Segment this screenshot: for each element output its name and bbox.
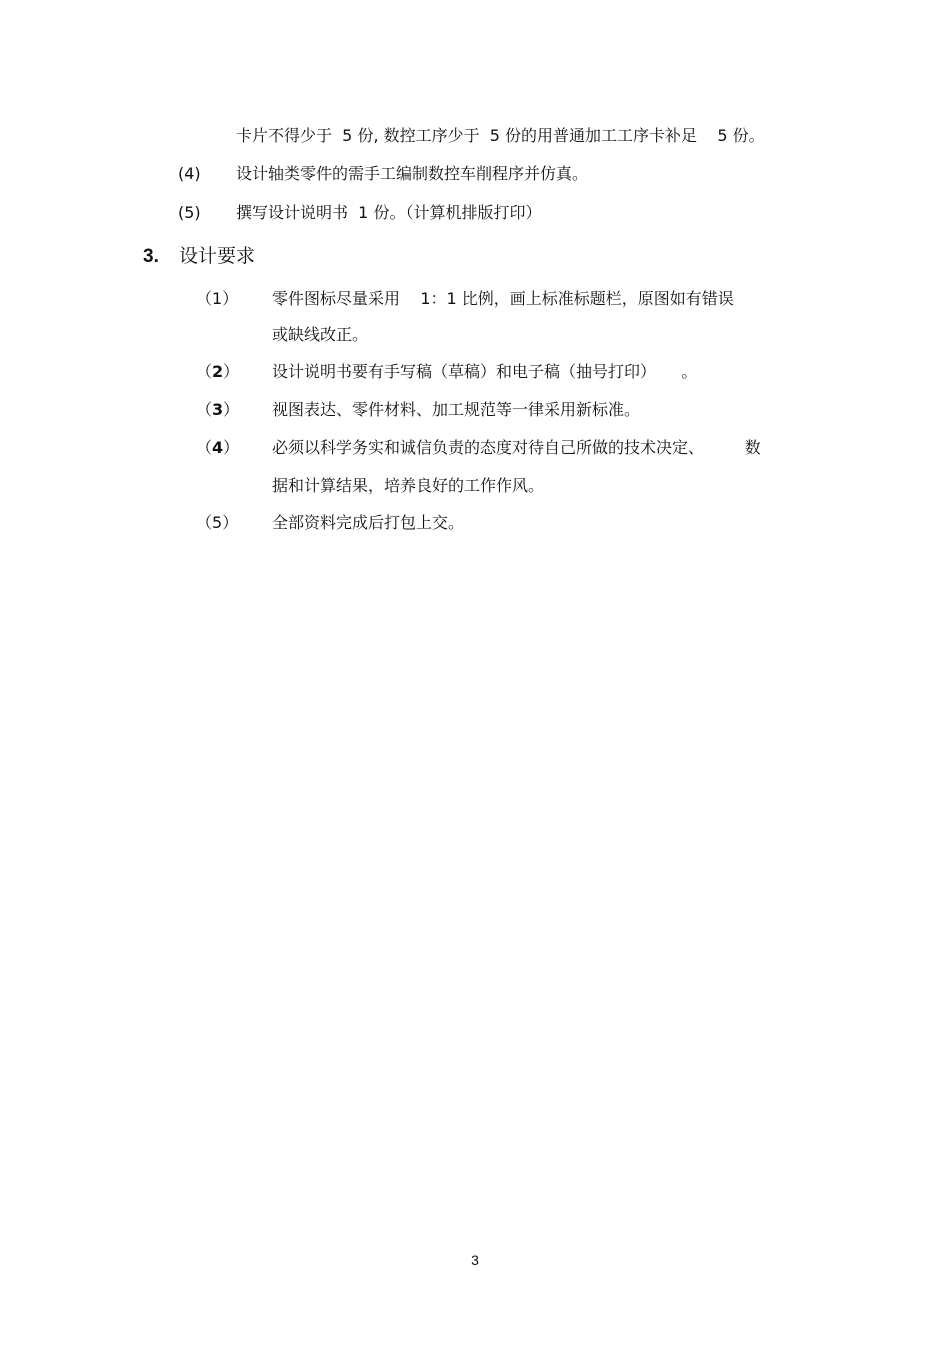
requirement-4-text: 必须以科学务实和诚信负责的态度对待自己所做的技术决定、 数 <box>272 438 761 457</box>
requirement-3-text: 视图表达、零件材料、加工规范等一律采用新标准。 <box>272 400 641 419</box>
requirement-2-number: （2） <box>196 362 240 381</box>
requirement-5-number: （5） <box>196 513 239 532</box>
section-number: 3. <box>143 246 159 267</box>
page-number: 3 <box>471 1252 479 1268</box>
requirement-4-number: （4） <box>196 438 240 457</box>
continuation-text: 卡片不得少于 5 份, 数控工序少于 5 份的用普通加工工序卡补足 5 份。 <box>236 126 765 145</box>
requirement-1-text: 零件图标尽量采用 1：1 比例，画上标准标题栏，原图如有错误 <box>272 289 734 308</box>
requirement-4-text-cont: 据和计算结果，培养良好的工作作风。 <box>272 476 545 495</box>
item-5-number: (5) <box>178 203 201 222</box>
requirement-3-number: （3） <box>196 400 240 419</box>
item-5-text: 撰写设计说明书 1 份。（计算机排版打印） <box>236 203 542 222</box>
item-4-text: 设计轴类零件的需手工编制数控车削程序并仿真。 <box>236 164 589 183</box>
section-title: 设计要求 <box>179 245 256 267</box>
requirement-1-text-cont: 或缺线改正。 <box>272 325 369 344</box>
requirement-1-number: （1） <box>196 289 239 308</box>
item-4-number: (4) <box>178 164 201 183</box>
requirement-5-text: 全部资料完成后打包上交。 <box>272 513 465 532</box>
requirement-2-text: 设计说明书要有手写稿（草稿）和电子稿（抽号打印） 。 <box>272 362 698 381</box>
